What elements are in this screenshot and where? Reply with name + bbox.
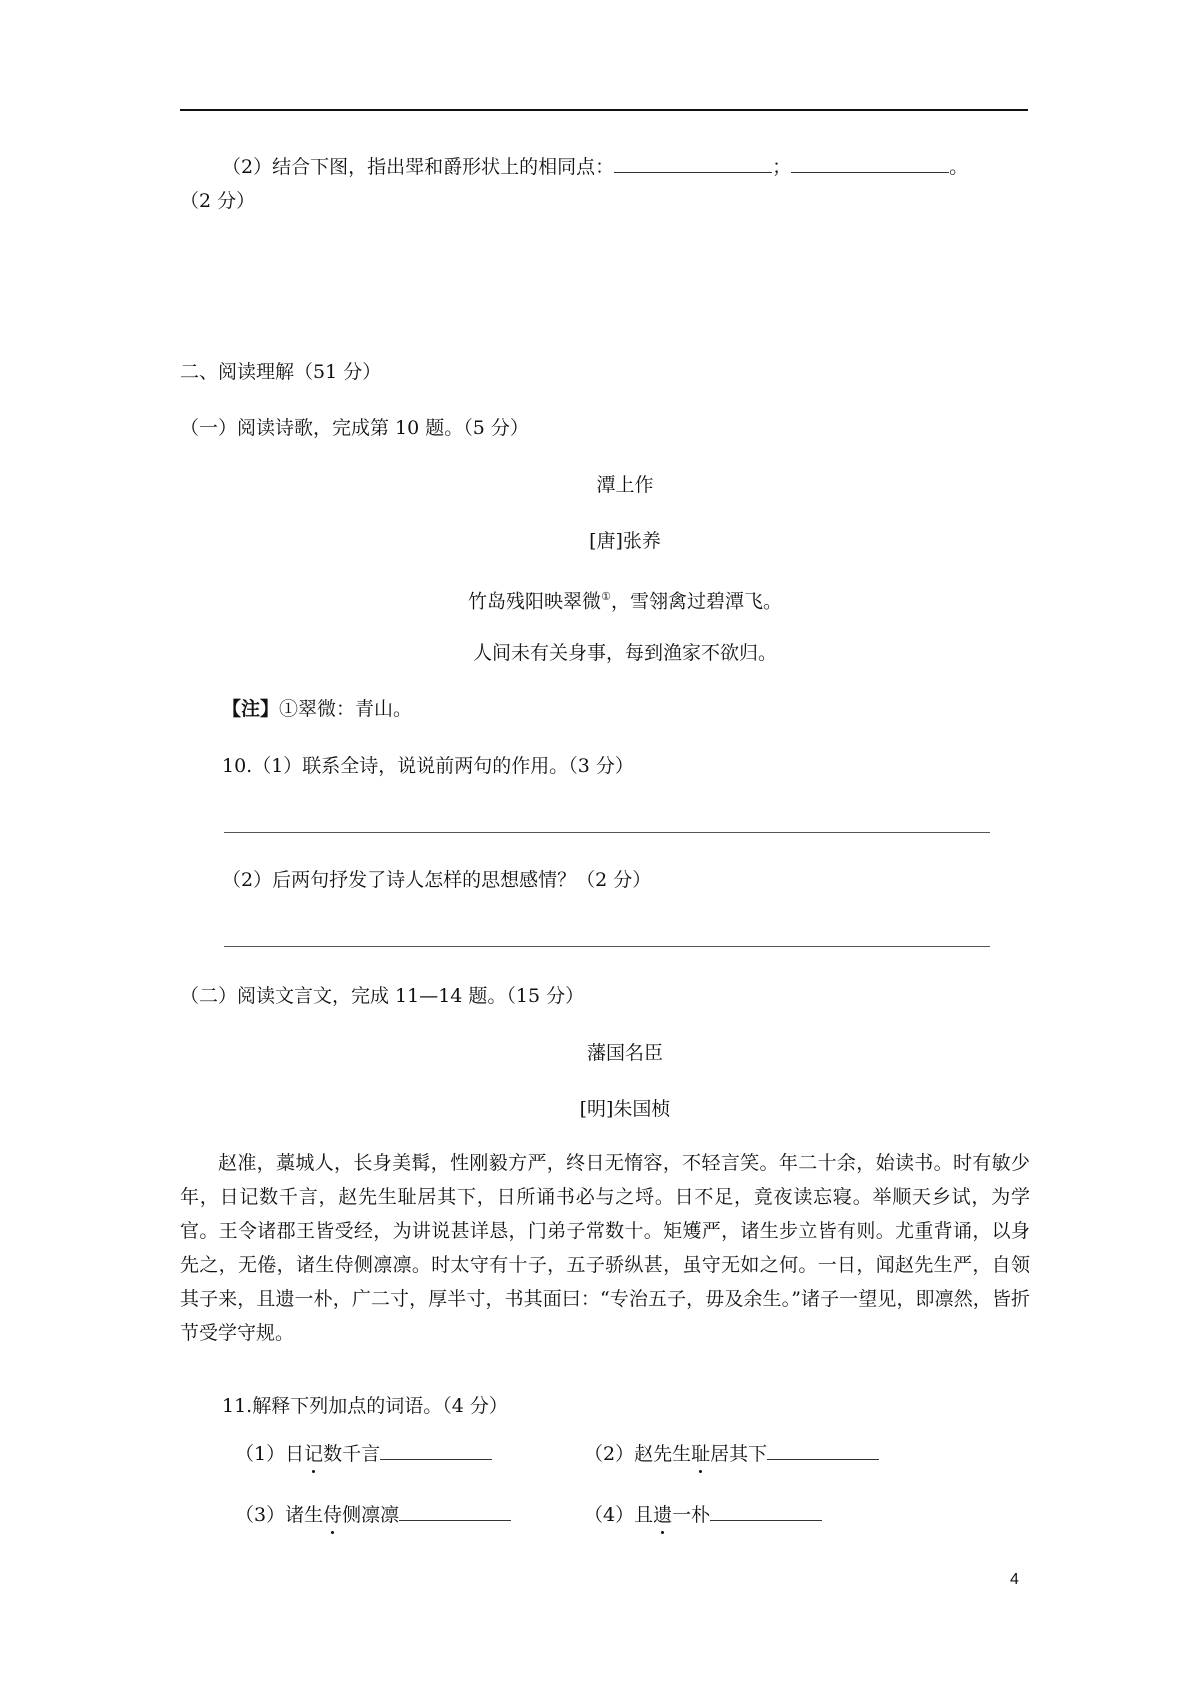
- header-rule: [180, 109, 1028, 111]
- question-10-2: （2）后两句抒发了诗人怎样的思想感情？（2 分）: [222, 869, 652, 891]
- question-10-1: 10.（1）联系全诗，说说前两句的作用。（3 分）: [222, 755, 634, 777]
- section-title: 二、阅读理解（51 分）: [180, 361, 382, 383]
- question-11-item-1: （1）日记数千言: [235, 1441, 492, 1466]
- question-9-2-score: （2 分）: [180, 190, 256, 212]
- classical-passage: 赵准，藁城人，长身美髯，性刚毅方严，终日无惰容，不轻言笑。年二十余，始读书。时有敏少年，日记数千言，赵先生耻居其下，日所诵书必与之埒。日不足，竟夜读忘寝。举顺天乡试，为学官。王令诸郡王皆受经，为讲说甚详恳，门弟子常数十。矩矱严，诸生步立皆有则。尤重背诵，以身先之，无倦，诸生侍侧凛凛。时太守有十子，五子骄纵甚，虽守无如之何。一日，闻赵先生严，自领其子来，且遗一朴，广二寸，厚半寸，书其面曰：“专治五子，毋及余生。”诸子一望见，即凛然，皆折节受学守规。: [180, 1152, 1030, 1344]
- poem-line-1: 竹岛残阳映翠微①，雪翎禽过碧潭飞。: [468, 590, 782, 613]
- answer-blank-11-1[interactable]: [380, 1441, 492, 1460]
- answer-blank-11-3[interactable]: [399, 1502, 511, 1521]
- page-number: 4: [1010, 1571, 1019, 1588]
- answer-blank-1[interactable]: [614, 154, 772, 173]
- part1-heading: （一）阅读诗歌，完成第 10 题。（5 分）: [180, 417, 529, 439]
- answer-blank-11-2[interactable]: [767, 1441, 879, 1460]
- question-9-2: （2）结合下图，指出斝和爵形状上的相同点： ； 。: [222, 156, 969, 178]
- answer-line-10-2[interactable]: [224, 946, 990, 947]
- question-11-item-2: （2）赵先生耻居其下: [584, 1441, 879, 1466]
- poem-title: 潭上作: [596, 474, 654, 496]
- question-11: 11.解释下列加点的词语。（4 分）: [222, 1395, 508, 1417]
- answer-line-10-1[interactable]: [224, 832, 990, 833]
- poem-author: [唐]张养: [589, 530, 661, 552]
- question-11-item-3: （3）诸生侍侧凛凛: [235, 1502, 511, 1527]
- answer-blank-11-4[interactable]: [710, 1502, 822, 1521]
- question-11-item-4: （4）且遗一朴: [584, 1502, 822, 1527]
- poem-line-2: 人间未有关身事，每到渔家不欲归。: [472, 642, 777, 664]
- answer-blank-2[interactable]: [791, 154, 949, 173]
- passage-author: [明]朱国桢: [579, 1098, 671, 1120]
- poem-note: 【注】①翠微：青山。: [222, 698, 413, 720]
- part2-heading: （二）阅读文言文，完成 11—14 题。（15 分）: [180, 985, 585, 1007]
- passage-title: 藩国名臣: [586, 1042, 663, 1064]
